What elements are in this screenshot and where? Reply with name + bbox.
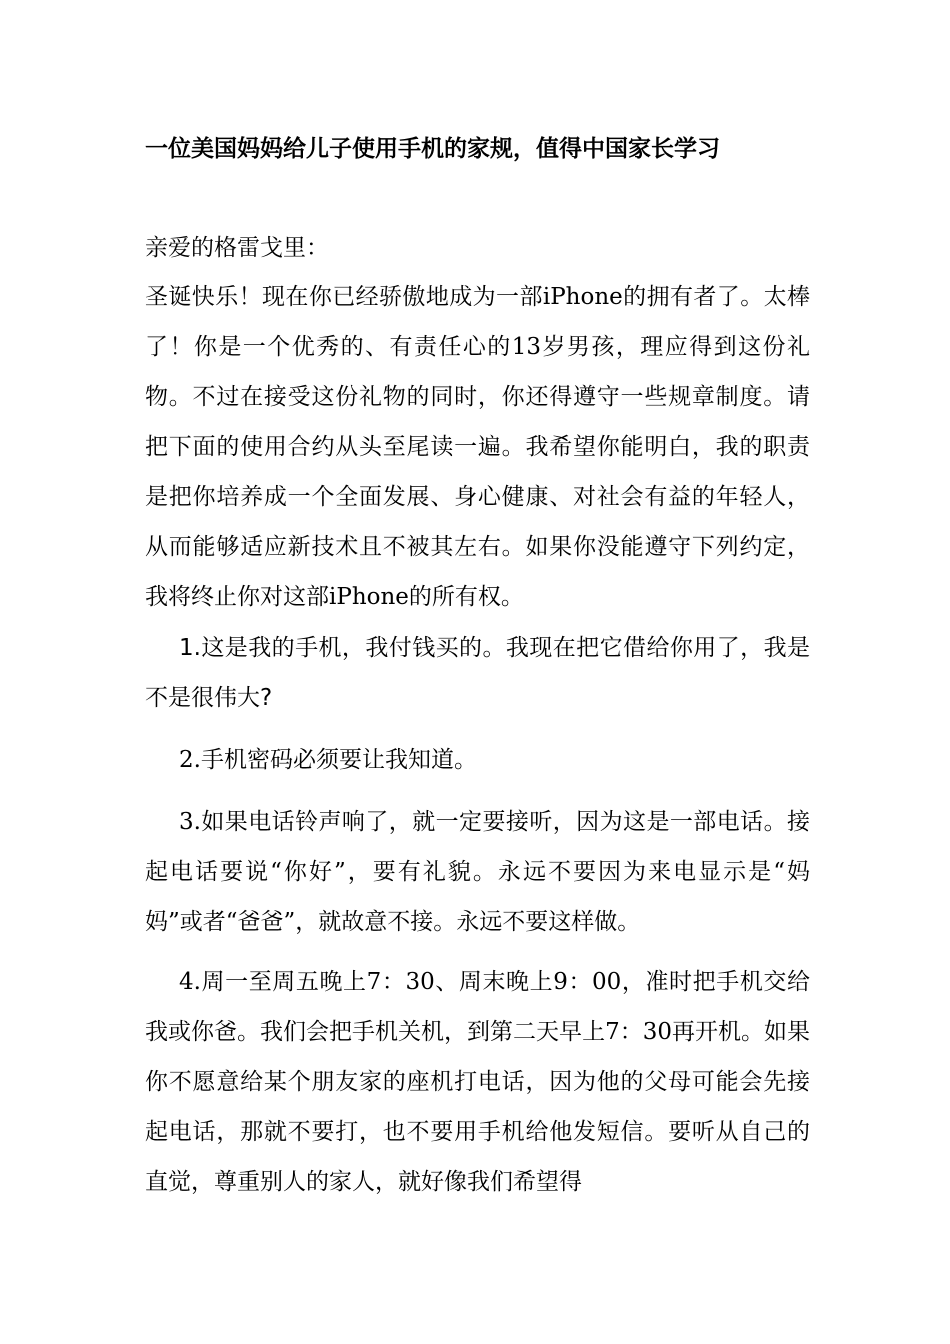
- rule-item-3: 3.如果电话铃声响了，就一定要接听，因为这是一部电话。接起电话要说“你好”，要有礼貌。永远不要因为来电显示是“妈妈”或者“爸爸”，就故意不接。永远不要这样做。: [145, 809, 810, 935]
- letter-intro-paragraph: 圣诞快乐！现在你已经骄傲地成为一部iPhone的拥有者了。太棒了！你是一个优秀的、有责任心的13岁男孩，理应得到这份礼物。不过在接受这份礼物的同时，你还得遵守一些规章制度。请把下面的使用合约从头至尾读一遍。我希望你能明白，我的职责是把你培养成一个全面发展、身心健康、对社会有益的年轻人，从而能够适应新技术且不被其左右。如果你没能遵守下列约定，我将终止你对这部iPhone的所有权。: [145, 284, 810, 610]
- rule-item-2: 2.手机密码必须要让我知道。: [179, 747, 477, 773]
- rule-item-1: 1.这是我的手机，我付钱买的。我现在把它借给你用了，我是不是很伟大?: [145, 635, 810, 711]
- document-title: 一位美国妈妈给儿子使用手机的家规，值得中国家长学习: [145, 136, 720, 162]
- rule-item-4: 4.周一至周五晚上7：30、周末晚上9：00，准时把手机交给我或你爸。我们会把手机关机，到第二天早上7：30再开机。如果你不愿意给某个朋友家的座机打电话，因为他的父母可能会先接起电话，那就不要打，也不要用手机给他发短信。要听从自己的直觉，尊重别人的家人，就好像我们希望得: [145, 969, 810, 1195]
- letter-greeting: 亲爱的格雷戈里：: [145, 235, 329, 261]
